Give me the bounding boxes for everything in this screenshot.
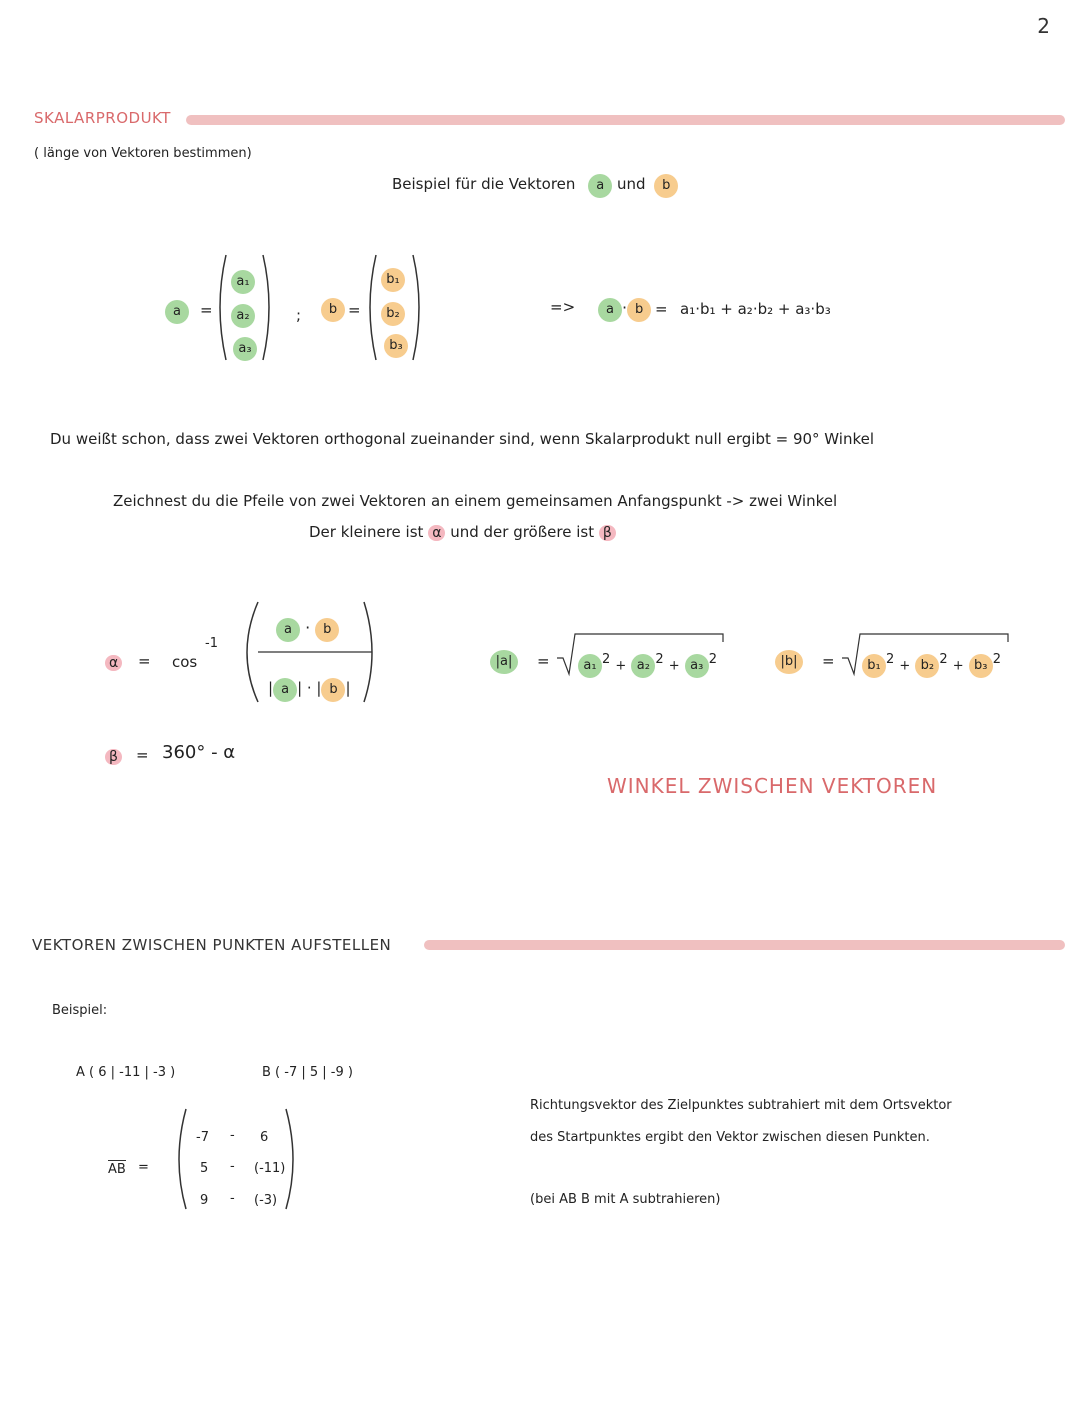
matrix-a-comp-3 xyxy=(233,337,257,361)
row1-right: 6 xyxy=(260,1130,269,1145)
vector-b-badge: b xyxy=(654,174,678,198)
explain-line-1: Richtungsvektor des Zielpunktes subtrahiert mit dem Ortsvektor xyxy=(530,1098,952,1113)
alpha-label-mark: α xyxy=(105,655,122,671)
den-a-badge: a xyxy=(273,678,297,702)
plus-a2: + xyxy=(668,658,680,674)
point-a: A ( 6 | -11 | -3 ) xyxy=(76,1065,176,1080)
sq-a2: a₂ xyxy=(631,654,655,678)
arrows-text-2a: Der kleinere ist xyxy=(309,523,424,541)
vector-a-badge: a xyxy=(588,174,612,198)
lhs-b-badge: b xyxy=(627,298,651,322)
plus-b2: + xyxy=(952,658,964,674)
section-divider-bar xyxy=(186,115,1065,125)
cos-exponent: -1 xyxy=(205,636,218,651)
matrix-b-comp-3 xyxy=(384,334,408,358)
sqrt-a-terms xyxy=(578,652,717,678)
equals-sign-a: = xyxy=(200,301,213,319)
and-word: und xyxy=(616,175,646,193)
sq-a2-exp: 2 xyxy=(655,652,664,667)
abs-a-badge: |a| xyxy=(490,650,518,674)
num-a-badge: a xyxy=(276,618,300,642)
den-b-badge: b xyxy=(321,678,345,702)
b1-badge: b₁ xyxy=(381,268,405,292)
num-b-badge: b xyxy=(315,618,339,642)
alpha-label xyxy=(105,652,122,671)
sq-b3: b₃ xyxy=(969,654,993,678)
example-text: Beispiel für die Vektoren xyxy=(392,175,576,193)
sq-b3-exp: 2 xyxy=(992,652,1002,667)
plus-a1: + xyxy=(615,658,627,674)
beta-label xyxy=(105,746,122,765)
matrix-b-comp-2 xyxy=(381,302,405,326)
matrix-a-comp-1 xyxy=(231,270,255,294)
vec-a-symbol-badge: a xyxy=(165,300,189,324)
explain-line-3: (bei AB B mit A subtrahieren) xyxy=(530,1192,721,1207)
page-number: 2 xyxy=(1037,14,1050,38)
section2-divider-bar xyxy=(424,940,1065,950)
sq-a3: a₃ xyxy=(685,654,709,678)
alpha-mark: α xyxy=(428,525,445,541)
abs-a-label xyxy=(490,650,518,674)
lhs-a-badge: a xyxy=(598,298,622,322)
row1-left: -7 xyxy=(196,1130,209,1145)
point-b: B ( -7 | 5 | -9 ) xyxy=(262,1065,353,1080)
row1-op: - xyxy=(230,1128,235,1143)
row2-left: 5 xyxy=(200,1161,209,1176)
beta-mark: β xyxy=(599,525,616,541)
dot-product-lhs: a · b xyxy=(598,298,651,322)
cos-label: cos xyxy=(172,653,198,671)
sqrt-b-terms xyxy=(862,652,1001,678)
vec-a-symbol xyxy=(165,300,189,324)
vec-b-symbol xyxy=(321,298,345,322)
explain-line-2: des Startpunktes ergibt den Vektor zwischen diesen Punkten. xyxy=(530,1130,930,1145)
denominator: | a | · | b | xyxy=(268,678,351,702)
ab-label xyxy=(108,1160,126,1177)
row3-left: 9 xyxy=(200,1193,209,1208)
orthogonal-text: Du weißt schon, dass zwei Vektoren orthogonal zueinander sind, wenn Skalarprodukt null ergibt = 90° Winkel xyxy=(50,430,875,448)
beta-formula: 360° - α xyxy=(162,742,236,763)
a1-badge: a₁ xyxy=(231,270,255,294)
sq-a3-exp: 2 xyxy=(708,652,718,667)
abs-b-badge: |b| xyxy=(775,650,803,674)
b3-badge: b₃ xyxy=(384,334,408,358)
separator: ; xyxy=(296,306,302,324)
b2-badge: b₂ xyxy=(381,302,405,326)
implies-arrow: => xyxy=(550,298,576,316)
abs-b-equals: = xyxy=(822,652,835,670)
equals-sign-b: = xyxy=(348,301,361,319)
dot-product-formula: a₁·b₁ + a₂·b₂ + a₃·b₃ xyxy=(680,300,831,318)
sq-b2: b₂ xyxy=(915,654,939,678)
ab-label-text: AB xyxy=(108,1162,126,1177)
angle-title: WINKEL ZWISCHEN VEKTOREN xyxy=(607,774,938,798)
section-subtitle: ( länge von Vektoren bestimmen) xyxy=(34,146,252,161)
abs-b-label xyxy=(775,650,803,674)
ab-matrix-brackets xyxy=(170,1105,305,1215)
arrows-text-1: Zeichnest du die Pfeile von zwei Vektoren an einem gemeinsamen Anfangspunkt -> zwei Winkel xyxy=(113,492,838,510)
row2-op: - xyxy=(230,1159,235,1174)
sq-b2-exp: 2 xyxy=(939,652,948,667)
arrows-text-2b: und der größere ist xyxy=(450,523,595,541)
plus-b1: + xyxy=(899,658,911,674)
sq-a1-exp: 2 xyxy=(602,652,611,667)
vec-b-symbol-badge: b xyxy=(321,298,345,322)
abs-a-equals: = xyxy=(537,652,550,670)
sq-a1: a₁ xyxy=(578,654,602,678)
example-line xyxy=(392,174,678,198)
arrows-text-2 xyxy=(309,523,616,541)
row2-right: (-11) xyxy=(254,1161,286,1176)
beta-equals: = xyxy=(136,746,149,764)
section-title-vektoren-punkte: VEKTOREN ZWISCHEN PUNKTEN AUFSTELLEN xyxy=(32,936,392,954)
numerator: a · b xyxy=(276,618,339,642)
alpha-equals: = xyxy=(138,652,151,670)
matrix-a-comp-2 xyxy=(231,304,255,328)
equals-dot: = xyxy=(655,300,668,318)
matrix-b-comp-1 xyxy=(381,268,405,292)
section-title-skalarprodukt: SKALARPRODUKT xyxy=(34,109,171,127)
a3-badge: a₃ xyxy=(233,337,257,361)
row3-right: (-3) xyxy=(254,1193,278,1208)
a2-badge: a₂ xyxy=(231,304,255,328)
sq-b1: b₁ xyxy=(862,654,886,678)
ab-equals: = xyxy=(138,1160,149,1175)
row3-op: - xyxy=(230,1191,235,1206)
beta-label-mark: β xyxy=(105,749,122,765)
example-label: Beispiel: xyxy=(52,1003,108,1018)
sq-b1-exp: 2 xyxy=(886,652,895,667)
